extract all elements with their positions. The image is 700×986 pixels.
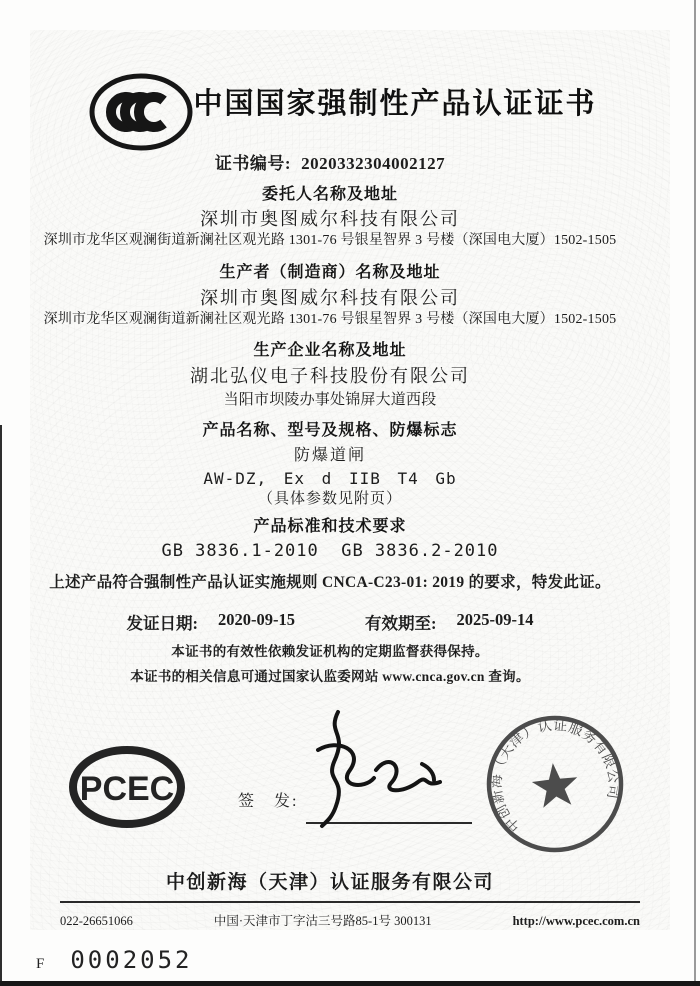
footer-url: http://www.pcec.com.cn xyxy=(512,914,640,928)
serial-prefix: F xyxy=(36,956,45,972)
manufacturer-address: 深圳市龙华区观澜街道新澜社区观光路 1301-76 号银星智界 3 号楼（深国电大厦）1502-1505 xyxy=(43,312,617,327)
applicant-name: 深圳市奥图威尔科技有限公司 xyxy=(200,209,460,229)
certificate-title: 中国国家强制性产品认证证书 xyxy=(193,88,597,120)
footer-address: 中国·天津市丁字沽三号路85-1号 300131 xyxy=(213,914,432,928)
footer-divider xyxy=(60,901,640,903)
issue-date-label: 发证日期: xyxy=(126,614,198,633)
product-note: （具体参数见附页） xyxy=(257,491,402,507)
signature-icon xyxy=(272,694,482,834)
valid-until-value: 2025-09-14 xyxy=(456,610,534,629)
manufacturer-name: 深圳市奥图威尔科技有限公司 xyxy=(200,288,460,308)
validity-note: 本证书的有效性依赖发证机构的定期监督获得保持。 xyxy=(171,644,489,659)
standards-value: GB 3836.1-2010 GB 3836.2-2010 xyxy=(161,541,499,561)
dates-row xyxy=(30,610,630,634)
serial-digits: 0002052 xyxy=(70,946,193,974)
factory-heading: 生产企业名称及地址 xyxy=(253,342,407,359)
scan-edge-bottom xyxy=(0,981,700,986)
applicant-heading: 委托人名称及地址 xyxy=(261,186,398,203)
company-stamp-icon xyxy=(478,707,632,861)
product-heading: 产品名称、型号及规格、防爆标志 xyxy=(202,422,458,439)
factory-name: 湖北弘仪电子科技股份有限公司 xyxy=(190,366,470,386)
applicant-address: 深圳市龙华区观澜街道新澜社区观光路 1301-76 号银星智界 3 号楼（深国电大厦）1502-1505 xyxy=(43,233,617,248)
footer-phone: 022-26651066 xyxy=(60,914,133,928)
factory-address: 当阳市坝陵办事处锦屏大道西段 xyxy=(223,392,437,408)
valid-until-label: 有效期至: xyxy=(365,614,437,633)
certificate-number-label: 证书编号: xyxy=(214,154,292,173)
footer-row xyxy=(60,911,640,929)
standards-heading: 产品标准和技术要求 xyxy=(253,518,407,535)
issue-date-pair xyxy=(127,610,296,634)
certificate-body xyxy=(30,30,670,930)
pcec-logo-icon xyxy=(68,746,186,828)
query-note: 本证书的相关信息可通过国家认监委网站 www.cnca.gov.cn 查询。 xyxy=(130,669,530,684)
stamp-star xyxy=(530,761,580,809)
valid-date-pair xyxy=(365,610,534,634)
sign-label: 签 发: xyxy=(238,793,299,810)
product-model: AW-DZ, Ex d IIB T4 Gb xyxy=(203,469,457,488)
certificate-number-value: 2020332304002127 xyxy=(301,154,446,173)
manufacturer-heading: 生产者（制造商）名称及地址 xyxy=(219,264,441,281)
product-name: 防爆道闸 xyxy=(293,447,366,464)
compliance-statement: 上述产品符合强制性产品认证实施规则 CNCA-C23-01: 2019 的要求，特发此证。 xyxy=(49,574,611,591)
scan-edge-left xyxy=(0,425,2,986)
certificate-number-row xyxy=(30,154,630,174)
issue-date-value: 2020-09-15 xyxy=(218,610,295,629)
serial-number xyxy=(36,946,193,974)
issuer-company-name: 中创新海（天津）认证服务有限公司 xyxy=(165,872,494,893)
stamp-text: 中创新海（天津）认证服务有限公司 xyxy=(487,716,623,836)
pcec-logo-text: PCEC xyxy=(79,770,175,808)
scan-edge-right xyxy=(694,0,696,986)
